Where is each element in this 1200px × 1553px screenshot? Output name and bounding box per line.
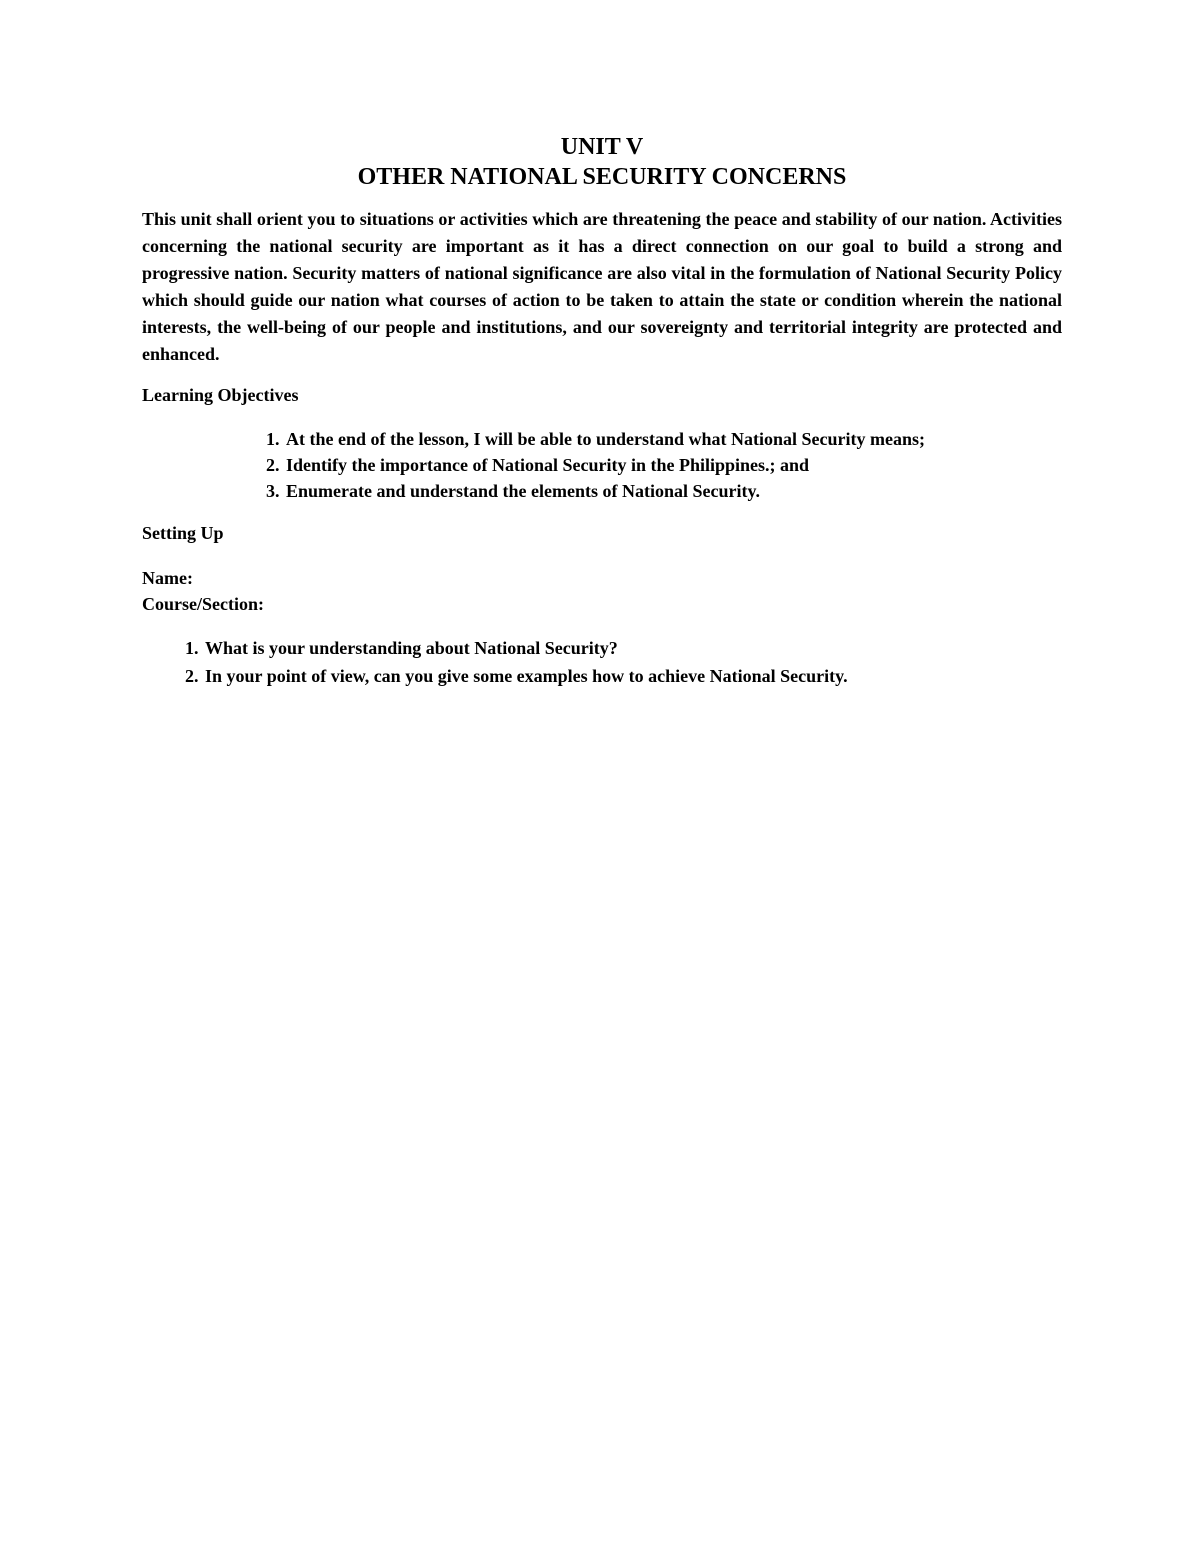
list-item: 2. Identify the importance of National Security in the Philippines.; and xyxy=(284,452,1062,478)
page-title: OTHER NATIONAL SECURITY CONCERNS xyxy=(357,164,847,190)
name-label: Name: xyxy=(142,568,193,588)
list-item: 2. In your point of view, can you give some examples how to achieve National Security. xyxy=(203,662,1062,690)
setting-up-heading: Setting Up xyxy=(142,523,224,543)
intro-paragraph: This unit shall orient you to situations or activities which are threatening the peace and stability of our nation. Activities concerning the national security are important as it has a direct connection on our goal to build a strong and progressive nation. Security matters of national significance are also vital in the formulation of National Security Policy which should guide our nation what courses of action to be taken to attain the state or condition wherein the national interests, the well-being of our people and institutions, and our sovereignty and territorial integrity are protected and enhanced. xyxy=(142,209,1062,364)
course-section-label: Course/Section: xyxy=(142,594,264,614)
student-fields xyxy=(142,565,1062,617)
setting-up-questions xyxy=(142,634,1062,690)
list-item: 3. Enumerate and understand the elements of National Security. xyxy=(284,478,1062,504)
unit-label: UNIT V xyxy=(560,134,644,160)
learning-objectives-list xyxy=(142,426,1062,504)
document-page xyxy=(142,132,1062,690)
list-item: 1. What is your understanding about National Security? xyxy=(203,634,1062,662)
list-item: 1. At the end of the lesson, I will be able to understand what National Security means; xyxy=(284,426,1062,452)
learning-objectives-heading: Learning Objectives xyxy=(142,385,299,405)
